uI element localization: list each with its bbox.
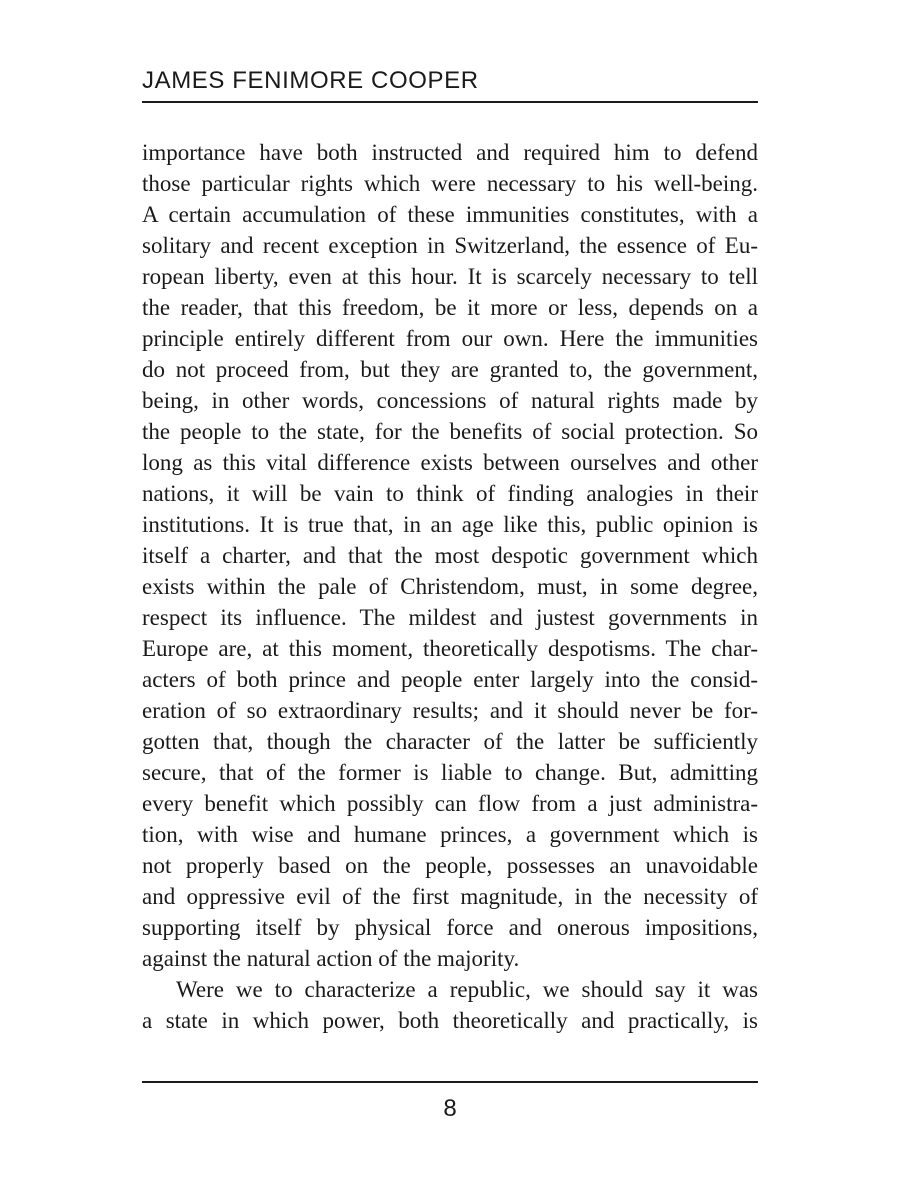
text-line: A certain accumulation of these immunities constitutes, with a <box>142 202 758 227</box>
text-line: being, in other words, concessions of natural rights made by <box>142 388 758 413</box>
text-line: institutions. It is true that, in an age like this, public opinion is <box>142 512 758 537</box>
paragraph-1 <box>142 137 758 974</box>
text-line: gotten that, though the character of the latter be sufficiently <box>142 729 758 754</box>
text-line: against the natural action of the majority. <box>142 946 520 971</box>
text-line: those particular rights which were necessary to his well-being. <box>142 171 758 196</box>
text-line: respect its influence. The mildest and justest governments in <box>142 605 758 630</box>
footer-rule <box>142 1081 758 1083</box>
text-line: itself a charter, and that the most despotic government which <box>142 543 758 568</box>
running-head: JAMES FENIMORE COOPER <box>142 67 479 94</box>
text-line: secure, that of the former is liable to change. But, admitting <box>142 760 758 785</box>
text-line: not properly based on the people, possesses an unavoidable <box>142 853 758 878</box>
text-line: principle entirely different from our own. Here the immunities <box>142 326 758 351</box>
text-line: acters of both prince and people enter largely into the consid- <box>142 667 758 692</box>
text-line: long as this vital difference exists between ourselves and other <box>142 450 758 475</box>
text-line: tion, with wise and humane princes, a government which is <box>142 822 758 847</box>
text-line: ropean liberty, even at this hour. It is scarcely necessary to tell <box>142 264 758 289</box>
paragraph-2 <box>142 974 758 1036</box>
text-line: the people to the state, for the benefits of social protection. So <box>142 419 758 444</box>
text-line: Europe are, at this moment, theoretically despotisms. The char- <box>142 636 758 661</box>
page-number: 8 <box>443 1095 457 1122</box>
body-text <box>142 137 758 1036</box>
text-line: and oppressive evil of the first magnitude, in the necessity of <box>142 884 758 909</box>
text-line: solitary and recent exception in Switzerland, the essence of Eu- <box>142 233 758 258</box>
text-line: Were we to characterize a republic, we should say it was <box>176 977 758 1002</box>
text-line: the reader, that this freedom, be it more or less, depends on a <box>142 295 758 320</box>
header-rule <box>142 101 758 103</box>
text-line: a state in which power, both theoretically and practically, is <box>142 1008 758 1033</box>
text-line: nations, it will be vain to think of finding analogies in their <box>142 481 758 506</box>
text-line: do not proceed from, but they are granted to, the government, <box>142 357 758 382</box>
text-line: every benefit which possibly can flow from a just administra- <box>142 791 758 816</box>
text-line: eration of so extraordinary results; and it should never be for- <box>142 698 758 723</box>
text-line: exists within the pale of Christendom, must, in some degree, <box>142 574 758 599</box>
text-line: supporting itself by physical force and onerous impositions, <box>142 915 758 940</box>
text-line: importance have both instructed and required him to defend <box>142 140 758 165</box>
